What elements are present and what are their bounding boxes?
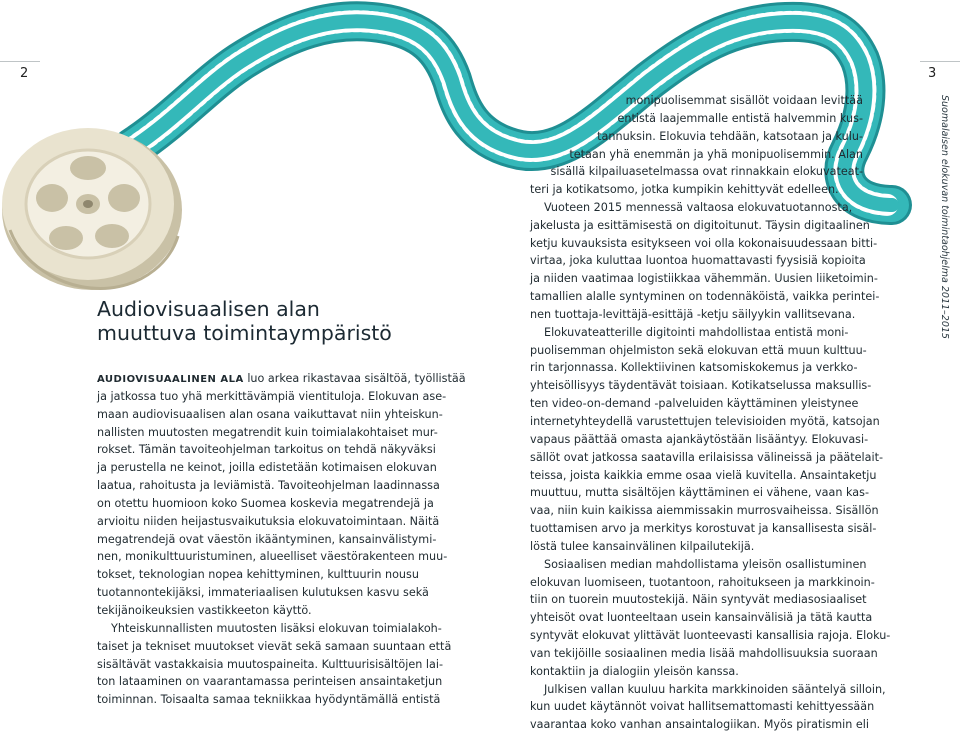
text-line: kontaktiin ja dialogiin yleisön kanssa.: [530, 664, 739, 678]
text-line: tuottamisen arvo ja merkitys korostuvat ja kansallisesta sisäl-: [530, 522, 877, 536]
text-line: teri ja kotikatsomo, jotka kumpikin kehittyvät edelleen.: [530, 183, 839, 196]
text-line: tiin on tuorein muutostekijä. Näin syntyvät mediasosiaaliset: [530, 593, 867, 607]
text-line: Julkisen vallan kuuluu harkita markkinoiden sääntelyä silloin,: [544, 682, 886, 696]
text-line: löstä tulee kansainvälinen kilpailutekijä.: [530, 539, 755, 553]
text-line: nallisten muutosten megatrendit kuin toimialakohtaiset mur-: [97, 425, 438, 439]
text-line: tamallien alalle syntyminen on todennäköistä, vaikka perintei-: [530, 290, 880, 304]
text-line: Vuoteen 2015 mennessä valtaosa elokuvatuotannosta,: [544, 200, 853, 214]
text-line: muuttuu, mutta sisältöjen käyttäminen ei vähene, vaan kas-: [530, 486, 869, 500]
text-line: jakelusta ja esittämisestä on digitoitunut. Täysin digitaalinen: [530, 218, 870, 232]
text-line: ketju kuvauksista esitykseen voi olla kokonaisuudessaan bitti-: [530, 236, 878, 250]
title-line: muuttuva toimintaympäristö: [97, 321, 392, 345]
text-line: sisällä kilpailuasetelmassa ovat rinnakkain elokuvateat-: [550, 165, 863, 179]
text-line: sällöt ovat jatkossa saatavilla erilaisissa välineissä ja päätelait-: [530, 450, 884, 464]
text-line: vapaus päättää omasta ajankäytöstään lisääntyy. Elokuvasi-: [530, 432, 869, 446]
right-column: [530, 181, 890, 734]
text-line: tokset, teknologian nopea kehittyminen, kulttuurin nousu: [97, 568, 419, 582]
text-line: Sosiaalisen median mahdollistama yleisön osallistuminen: [544, 557, 867, 571]
text-line: vaa, niin kuin kaikissa aiemmissakin murrosvaiheissa. Sisällön: [530, 504, 879, 518]
text-line: nen tuottaja-levittäjä-esittäjä -ketju säilyykin vallitsevana.: [530, 307, 856, 321]
right-column-top: [520, 92, 863, 181]
text-line: teissa, joista kaikkia emme osaa vielä kuvitella. Ansaintaketju: [530, 468, 877, 482]
text-line: tetaan yhä enemmän ja yhä monipuolisemmin. Alan: [569, 147, 863, 161]
lead-caps: AUDIOVISUAALINEN ALA: [97, 374, 244, 385]
text-line: megatrendejä ovat väestön ikääntyminen, kansainvälistymi-: [97, 532, 437, 546]
text-line: nen, monikulttuuristuminen, alueelliset väestörakenteen muu-: [97, 550, 448, 564]
title-line: Audiovisuaalisen alan: [97, 297, 320, 321]
text-line: sisältävät vastakkaisia muutospaineita. Kulttuurisisältöjen lai-: [97, 657, 443, 671]
page-number-left: 2: [20, 66, 29, 81]
text-line: vaarantaa koko vanhan ansaintalogiikan. Myös piratismin eli: [530, 718, 870, 732]
text-line: ja perustella ne keinot, joilla edistetään kotimaisen elokuvan: [97, 461, 437, 475]
text-line: syntyvät elokuvat ylittävät luonteevasti kansallisia rajoja. Eloku-: [530, 629, 891, 643]
text-line: Yhteiskunnallisten muutosten lisäksi elokuvan toimialakoh-: [111, 621, 442, 635]
text-line: AUDIOVISUAALINEN ALA luo arkea rikastavaa sisältöä, työllistää: [97, 372, 466, 385]
text-line: ten video-on-demand -palveluiden käyttäminen yleistynee: [530, 397, 859, 411]
text-line: ja niiden vaatimaa logistiikkaa vähemmän. Uusien liiketoimin-: [530, 272, 878, 286]
running-head: [938, 95, 952, 339]
text-line: puolisemman ohjelmiston sekä elokuvan että muun kulttuu-: [530, 343, 867, 357]
text-line: ja jatkossa tuo yhä merkittävämpiä vientituloja. Elokuvan ase-: [97, 389, 447, 403]
text-line: van tekijöille sosiaalinen media lisää mahdollisuuksia suoraan: [530, 646, 878, 660]
text-line: toiminnan. Toisaalta samaa tekniikkaa hyödyntämällä entistä: [97, 693, 441, 707]
text-line: virtaa, joka kuluttaa luontoa huomattavasti fyysisiä kopioita: [530, 254, 866, 268]
text-line: maan audiovisuaalisen alan osana vaikuttavat niin yhteiskun-: [97, 407, 443, 421]
text-line: yhteisöt ovat luonteeltaan usein kansainvälisiä ja tätä kautta: [530, 611, 873, 625]
text-line: monipuolisemmat sisällöt voidaan levittää: [625, 94, 863, 107]
page-title: [97, 297, 392, 345]
text-line: tannuksin. Elokuvia tehdään, katsotaan ja kulu-: [597, 129, 863, 143]
text-line: tuotannontekijäksi, immateriaalisen kulutuksen kasvu sekä: [97, 586, 429, 600]
text-line: arvioitu niiden heijastusvaikutuksia elokuvatoimintaan. Näitä: [97, 514, 440, 528]
text-line: elokuvan luomiseen, tuotantoon, rahoitukseen ja markkinoin-: [530, 575, 875, 589]
text-line: laatua, rahoitusta ja leviämistä. Tavoiteohjelman laadinnassa: [97, 479, 440, 493]
text-line: tekijänoikeuksien vastikkeeton käyttö.: [97, 603, 312, 617]
text-line: yhteisöllisyys täydentävät toisiaan. Kotikatselussa maksullis-: [530, 379, 872, 393]
text-line: on otettu huomioon koko Suomea koskevia megatrendejä ja: [97, 496, 434, 510]
text-line: kun uudet käytännöt voivat hallitsemattomasti kehittyessään: [530, 700, 875, 714]
text-line: rin tarjonnassa. Kollektiivinen katsomiskokemus ja verkko-: [530, 361, 858, 375]
page-number-right: 3: [928, 66, 937, 81]
text-line: ton lataaminen on vaarantamassa perinteisen ansaintaketjun: [97, 675, 443, 689]
text-line: rokset. Tämän tavoiteohjelman tarkoitus on tehdä näkyväksi: [97, 443, 436, 457]
text-line: Elokuvateatterille digitointi mahdollistaa entistä moni-: [544, 325, 849, 339]
left-column: [97, 370, 466, 709]
text-line: internetyhteydellä varustettujen televisioiden myötä, katsojan: [530, 414, 880, 428]
running-head-text: Suomalaisen elokuvan toimintaohjelma 2011–2015: [939, 95, 950, 339]
text-line: entistä laajemmalle entistä halvemmin kus-: [617, 111, 863, 125]
text-line: taiset ja tekniset muutokset vievät sekä samaan suuntaan että: [97, 639, 452, 653]
